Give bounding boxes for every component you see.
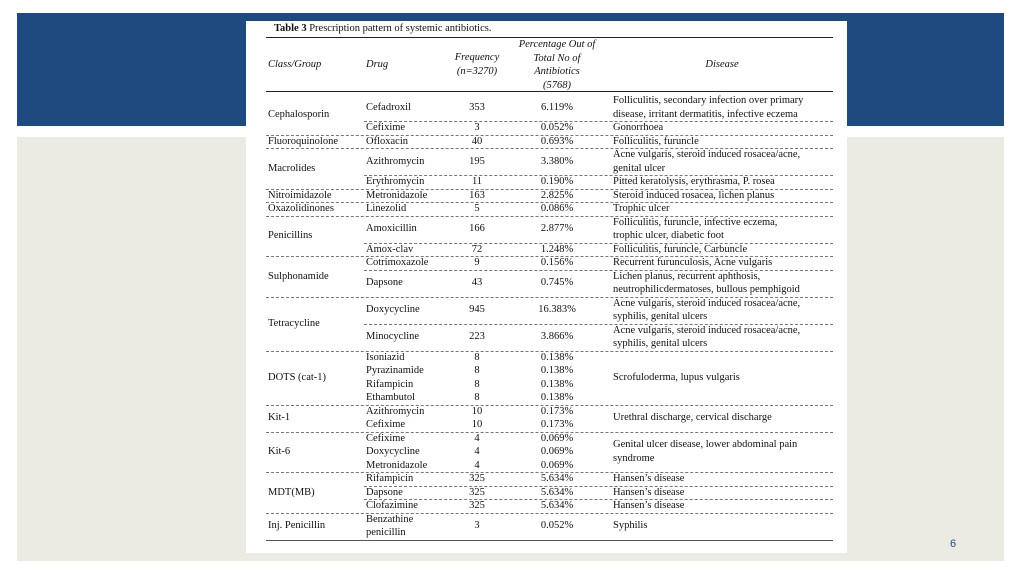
frequency-value: 8: [474, 351, 480, 363]
frequency-value: 4: [474, 459, 480, 471]
percentage-value: 0.138%: [540, 365, 574, 376]
frequency-value: 40: [471, 135, 483, 147]
drug-name: Amoxicillin: [366, 223, 417, 235]
class-group-name: DOTS (cat-1): [268, 371, 327, 383]
percentage-value: 0.156%: [540, 257, 574, 268]
percentage-value: 0.069%: [540, 446, 574, 457]
percentage-value: 0.052%: [540, 520, 574, 532]
frequency-value: 10: [471, 419, 483, 430]
drug-name: Linezolid: [366, 203, 407, 214]
frequency-value: 325: [469, 486, 485, 498]
drug-name: Azithromycin: [366, 405, 425, 417]
percentage-value: 0.086%: [540, 203, 574, 214]
percentage-value: 2.877%: [540, 223, 574, 235]
drug-name: Cefixime: [366, 122, 406, 133]
row-divider: [364, 270, 833, 271]
frequency-value: 195: [469, 155, 485, 167]
drug-name: Cefadroxil: [366, 101, 411, 113]
drug-name: Rifampicin: [366, 378, 414, 390]
drug-name: Ofloxacin: [366, 135, 408, 147]
disease-text: Folliculitis, furuncle: [613, 135, 699, 147]
frequency-value: 5: [474, 203, 480, 214]
drug-name: Cefixime: [366, 419, 406, 430]
frequency-value: 8: [474, 392, 480, 403]
disease-text: Acne vulgaris, steroid induced rosacea/acne,: [613, 149, 801, 160]
frequency-value: 325: [469, 500, 485, 511]
disease-text: syphilis, genital ulcers: [613, 311, 708, 322]
drug-name: Cefixime: [366, 432, 406, 444]
class-group-name: Kit-1: [268, 412, 291, 424]
disease-text: genital ulcer: [613, 162, 666, 174]
disease-text: Steroid induced rosacea, lichen planus: [613, 189, 775, 201]
drug-name: Dapsone: [366, 277, 403, 289]
header-class: Class/Group: [268, 59, 322, 70]
percentage-value: 5.634%: [540, 473, 574, 484]
disease-text: Acne vulgaris, steroid induced rosacea/acne,: [613, 297, 801, 309]
frequency-value: 223: [469, 331, 485, 343]
percentage-value: 0.138%: [540, 378, 574, 390]
drug-name: Rifampicin: [366, 473, 414, 484]
drug-name: Benzathine: [366, 513, 414, 525]
class-group-name: Tetracycline: [268, 317, 320, 329]
class-group-name: Kit-6: [268, 446, 291, 457]
drug-name: Azithromycin: [366, 155, 425, 167]
percentage-value: 0.069%: [540, 459, 574, 471]
class-group-name: Nitroimidazole: [268, 189, 332, 201]
disease-text: Pitted keratolysis, erythrasma, P. rosea: [613, 176, 775, 187]
frequency-value: 8: [474, 365, 480, 376]
frequency-value: 353: [469, 101, 485, 113]
antibiotics-table: [246, 21, 847, 553]
disease-text: syphilis, genital ulcers: [613, 338, 708, 349]
percentage-value: 5.634%: [540, 500, 574, 511]
drug-name: penicillin: [366, 527, 406, 538]
disease-text: neutrophilicdermatoses, bullous pemphigoid: [613, 284, 800, 295]
drug-name: Ethambutol: [366, 392, 415, 403]
percentage-value: 0.052%: [540, 122, 574, 133]
disease-text: Recurrent furunculosis, Acne vulgaris: [613, 257, 773, 268]
disease-text: syndrome: [613, 452, 655, 464]
disease-text: Lichen planus, recurrent aphthosis,: [613, 270, 761, 282]
disease-text: Folliculitis, furuncle, infective eczema,: [613, 216, 778, 228]
disease-text: Hansen’s disease: [613, 486, 685, 498]
class-group-name: Cephalosporin: [268, 108, 330, 120]
percentage-value: 3.380%: [540, 155, 574, 167]
disease-text: Folliculitis, secondary infection over primary: [613, 95, 804, 106]
drug-name: Cotrimoxazole: [366, 257, 429, 268]
disease-text: disease, irritant dermatitis, infective eczema: [613, 108, 798, 120]
header-frequency: Frequency (n=3270): [454, 52, 500, 77]
percentage-value: 6.119%: [541, 101, 573, 113]
percentage-value: 0.173%: [540, 405, 574, 417]
frequency-value: 4: [474, 432, 480, 444]
frequency-value: 3: [474, 122, 480, 133]
drug-name: Erythromycin: [366, 176, 425, 187]
class-group-name: Oxazolidinones: [268, 203, 334, 214]
frequency-value: 9: [474, 257, 480, 268]
header-drug: Drug: [366, 59, 389, 70]
disease-text: Genital ulcer disease, lower abdominal pain: [613, 439, 798, 451]
percentage-value: 0.138%: [540, 351, 574, 363]
disease-text: Acne vulgaris, steroid induced rosacea/acne,: [613, 324, 801, 336]
frequency-value: 166: [469, 223, 485, 235]
class-group-name: Fluoroquinolone: [268, 135, 338, 147]
disease-text: Syphilis: [613, 520, 648, 532]
frequency-value: 11: [471, 176, 483, 187]
percentage-value: 0.693%: [540, 135, 574, 147]
percentage-value: 1.248%: [540, 243, 574, 255]
drug-name: Clofazimine: [366, 500, 418, 511]
disease-text: Hansen’s disease: [613, 473, 685, 484]
class-group-name: Inj. Penicillin: [268, 520, 326, 532]
frequency-value: 8: [474, 378, 480, 390]
drug-name: Doxycycline: [366, 304, 420, 316]
disease-text: Hansen’s disease: [613, 500, 685, 511]
drug-name: Isoniazid: [366, 351, 405, 363]
drug-name: Doxycycline: [366, 446, 420, 457]
frequency-value: 945: [469, 304, 485, 316]
drug-name: Metronidazole: [366, 459, 428, 471]
percentage-value: 5.634%: [540, 486, 574, 498]
frequency-value: 325: [469, 473, 485, 484]
disease-text: Urethral discharge, cervical discharge: [613, 412, 772, 424]
frequency-value: 163: [469, 189, 485, 201]
class-group-name: Sulphonamide: [268, 270, 329, 282]
disease-text: Gonorrhoea: [613, 122, 664, 133]
disease-text: trophic ulcer, diabetic foot: [613, 230, 724, 241]
frequency-value: 43: [471, 277, 483, 289]
frequency-value: 72: [471, 243, 483, 255]
percentage-value: 0.190%: [540, 176, 574, 187]
disease-text: Scrofuloderma, lupus vulgaris: [613, 371, 740, 383]
class-group-name: Macrolides: [268, 162, 316, 174]
percentage-value: 16.383%: [538, 304, 576, 316]
percentage-value: 0.138%: [540, 392, 574, 403]
class-group-name: MDT(MB): [268, 486, 315, 498]
class-group-name: Penicillins: [268, 230, 313, 241]
frequency-value: 3: [474, 520, 480, 532]
row-divider: [266, 540, 833, 541]
header-disease: Disease: [705, 59, 739, 70]
drug-name: Minocycline: [366, 331, 420, 343]
frequency-value: 10: [471, 405, 483, 417]
header-bottom-rule: [266, 91, 833, 92]
table-caption: Table 3 Prescription pattern of systemic antibiotics.: [274, 23, 492, 34]
percentage-value: 3.866%: [540, 331, 574, 343]
disease-text: Trophic ulcer: [613, 203, 670, 214]
disease-text: Folliculitis, furuncle, Carbuncle: [613, 243, 748, 255]
percentage-value: 2.825%: [540, 189, 574, 201]
percentage-value: 0.173%: [540, 419, 574, 430]
percentage-value: 0.069%: [540, 432, 574, 444]
header-percentage: Percentage Out of Total No of Antibiotics (5768): [518, 39, 596, 91]
percentage-value: 0.745%: [540, 277, 574, 289]
drug-name: Metronidazole: [366, 189, 428, 201]
drug-name: Dapsone: [366, 486, 403, 498]
drug-name: Amox-clav: [366, 243, 414, 255]
slide-number: 6: [950, 538, 957, 550]
row-divider: [266, 513, 833, 514]
frequency-value: 4: [474, 446, 480, 457]
drug-name: Pyrazinamide: [366, 365, 424, 376]
